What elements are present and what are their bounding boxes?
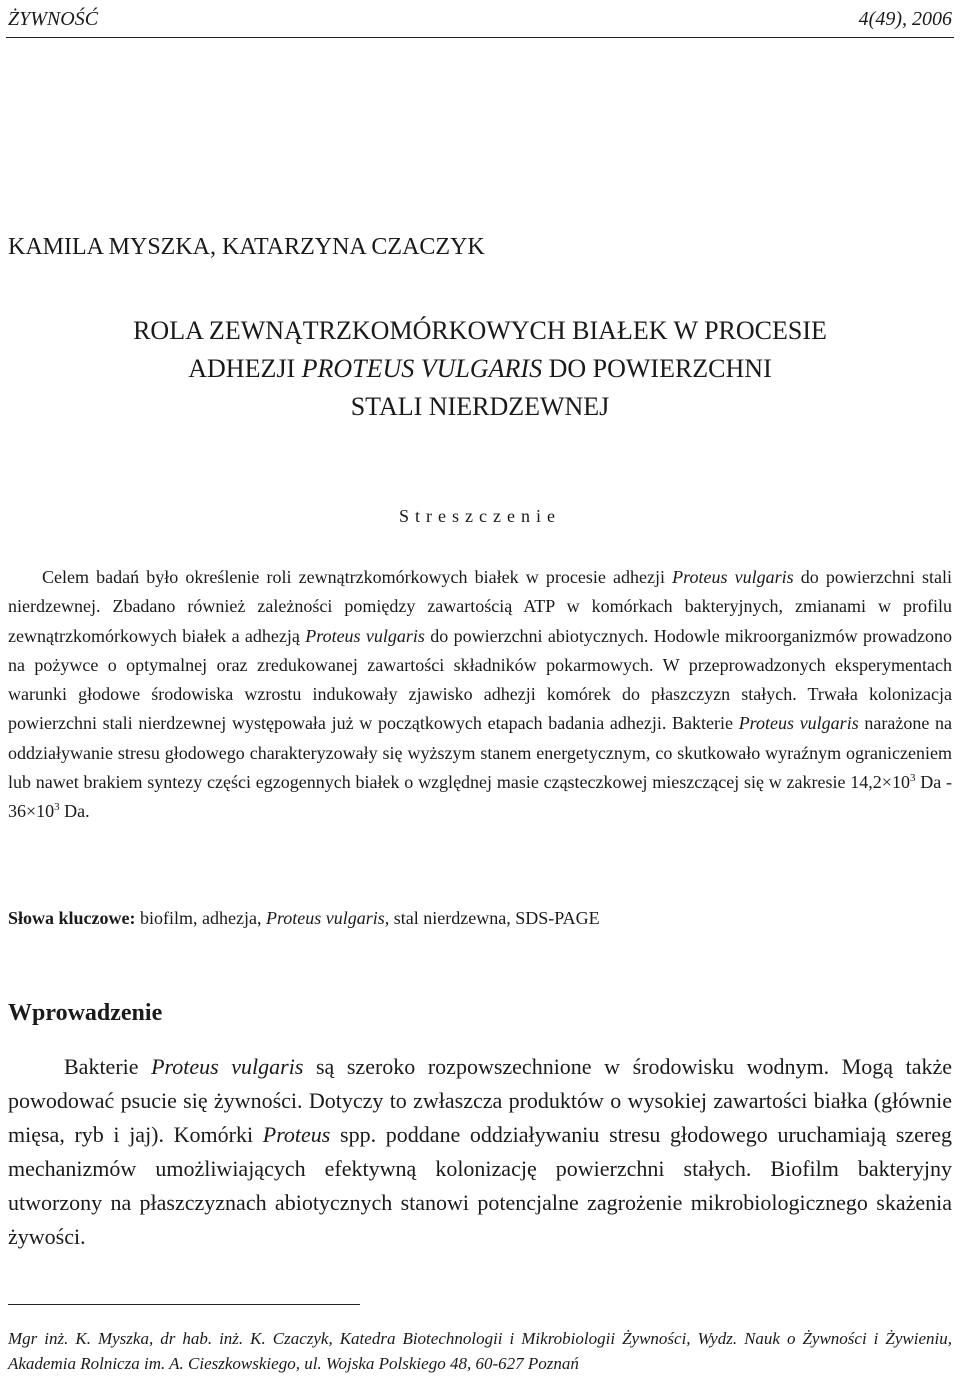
title-text: DO POWIERZCHNI bbox=[542, 354, 772, 383]
exponent: 3 bbox=[909, 772, 916, 785]
author-affiliation-footnote: Mgr inż. K. Myszka, dr hab. inż. K. Czaczyk, Katedra Biotechnologii i Mikrobiologii Żywności, Wydz. Nauk o Żywności i Żywieniu, Akademia Rolnicza im. A. Cieszkowskiego, ul. Wojska Polskiego 48, 60-627 Poznań bbox=[8, 1329, 952, 1373]
abstract-segment: Celem badań było określenie roli zewnątrzkomórkowych białek w procesie adhezji bbox=[42, 567, 673, 587]
species-name: Proteus vulgaris bbox=[672, 567, 794, 587]
species-name: Proteus bbox=[262, 1122, 331, 1147]
article-title bbox=[60, 312, 900, 426]
abstract-segment: Da. bbox=[59, 801, 90, 822]
abstract-segment: Da - 36×10 bbox=[8, 772, 952, 822]
intro-segment: spp. poddane oddziaływaniu stresu głodowego uruchamiają szereg mechanizmów umożliwiających efektywną kolonizację powierzchni stałych. Biofilm bakteryjny utworzony na płaszczyznach abiotycznych stanowi potencjalne zagrożenie mikrobiologicznego skażenia żywości. bbox=[8, 1122, 952, 1249]
keywords-species: Proteus vulgaris bbox=[265, 908, 385, 928]
title-species: PROTEUS VULGARIS bbox=[301, 354, 543, 383]
title-text: ADHEZJI bbox=[188, 354, 302, 383]
title-line-2 bbox=[60, 350, 900, 388]
footnote-rule bbox=[8, 1304, 360, 1305]
keywords-text: , stal nierdzewna, SDS-PAGE bbox=[384, 908, 600, 928]
issue-number: 4(49), 2006 bbox=[858, 8, 952, 30]
abstract-segment: do powierzchni abiotycznych. Hodowle mikroorganizmów prowadzono na pożywce o optymalnej oraz zredukowanej zawartości składników pokarmowych. W przeprowadzonych eksperymentach warunki głodowe środowiska wzrostu indukowały zjawisko adhezji komórek do płaszczyzn stałych. Trwała kolonizacja powierzchni stali nierdzewnej występowała już w początkowych etapach badania adhezji. Bakterie bbox=[8, 625, 952, 734]
abstract-text bbox=[8, 563, 952, 827]
abstract-heading: Streszczenie bbox=[399, 506, 561, 526]
header-rule bbox=[6, 37, 954, 38]
title-line-1: ROLA ZEWNĄTRZKOMÓRKOWYCH BIAŁEK W PROCESIE bbox=[133, 316, 827, 345]
intro-heading: Wprowadzenie bbox=[8, 1000, 163, 1026]
species-name: Proteus vulgaris bbox=[151, 1054, 304, 1079]
keywords bbox=[8, 908, 600, 929]
intro-text bbox=[8, 1050, 952, 1254]
exponent: 3 bbox=[54, 801, 60, 814]
abstract-segment: do powierzchni stali nierdzewnej. Zbadano również zależności pomiędzy zawartością ATP w komórkach bakteryjnych, zmianami w profilu zewnątrzkomórkowych białek a adhezją bbox=[8, 567, 952, 646]
title-line-3: STALI NIERDZEWNEJ bbox=[350, 392, 610, 421]
authors: KAMILA MYSZKA, KATARZYNA CZACZYK bbox=[8, 234, 485, 260]
species-name: Proteus vulgaris bbox=[305, 625, 425, 646]
keywords-label: Słowa kluczowe: bbox=[8, 908, 136, 928]
species-name: Proteus vulgaris bbox=[738, 713, 859, 734]
keywords-text: biofilm, adhezja, bbox=[135, 908, 266, 928]
abstract-segment: narażone na oddziaływanie stresu głodowego charakteryzowały się wyższym stanem energetycznym, co skutkowało wyraźnym ograniczeniem lub nawet brakiem syntezy części egzogennych białek o względnej masie cząsteczkowej mieszczącej się w zakresie 14,2×10 bbox=[8, 713, 953, 793]
journal-name: ŻYWNOŚĆ bbox=[8, 8, 99, 30]
intro-segment: są szeroko rozpowszechnione w środowisku wodnym. Mogą także powodować psucie się żywności. Dotyczy to zwłaszcza produktów o wysokiej zawartości białka (głównie mięsa, ryb i jaj). Komórki bbox=[8, 1054, 952, 1147]
intro-segment: Bakterie bbox=[64, 1054, 152, 1079]
